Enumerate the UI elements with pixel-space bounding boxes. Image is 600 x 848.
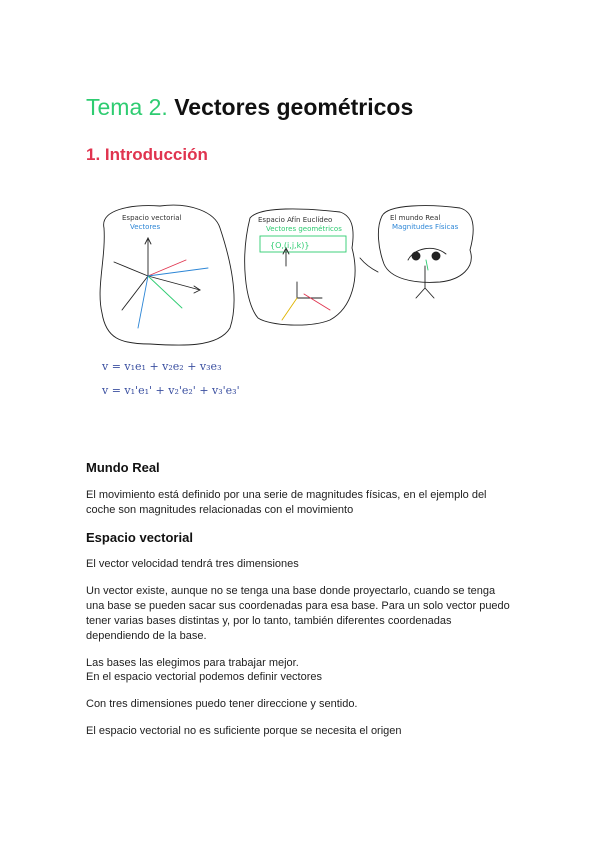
paragraph-origen: El espacio vectorial no es suficiente porque se necesita el origen <box>86 725 402 737</box>
sketch-equation-1: v = v₁e₁ + v₂e₂ + v₃e₃ <box>102 360 222 373</box>
sketch-label-vectors: Vectores <box>130 223 161 231</box>
sketch-label-geometric-vectors: Vectores geométricos <box>266 225 342 233</box>
sketch-label-real-world: El mundo Real <box>390 214 441 222</box>
sketch-equation-2: v = v₁'e₁' + v₂'e₂' + v₃'e₃' <box>102 384 240 397</box>
sketch-label-reference-box: {O,(i,j,k)} <box>270 241 310 250</box>
heading-espacio-vectorial: Espacio vectorial <box>86 530 193 545</box>
paragraph-elegimos-bases: Las bases las elegimos para trabajar mejor. <box>86 657 299 669</box>
paragraph-velocidad: El vector velocidad tendrá tres dimensiones <box>86 558 299 570</box>
page-title <box>86 94 413 121</box>
sketch-label-vector-space: Espacio vectorial <box>122 214 182 222</box>
sketch-panel-vector-space <box>100 205 234 345</box>
paragraph-dimensiones: Con tres dimensiones puedo tener direccione y sentido. <box>86 698 358 710</box>
sketch-label-affine-space: Espacio Afín Euclídeo <box>258 216 333 224</box>
sketch-label-physical-magnitudes: Magnitudes Físicas <box>392 223 459 231</box>
title-number: Tema 2. <box>86 94 168 120</box>
handwritten-sketch <box>90 198 490 418</box>
paragraph-definir-vectores: En el espacio vectorial podemos definir vectores <box>86 671 323 683</box>
paragraph-bases: Un vector existe, aunque no se tenga una base donde proyectarlo, cuando se tenga una base se pueden sacar sus coordenadas para esa base. Para un solo vector puedo tener varias bases distintas y, por lo tanto, también diferentes coordenadas dependiendo de la base. <box>86 585 510 642</box>
heading-mundo-real: Mundo Real <box>86 460 160 475</box>
paragraph-mundo-real: El movimiento está definido por una serie de magnitudes físicas, en el ejemplo del coche son magnitudes relacionadas con el movimiento <box>86 489 487 516</box>
section-heading: 1. Introducción <box>86 145 208 164</box>
title-text: Vectores geométricos <box>174 94 414 120</box>
